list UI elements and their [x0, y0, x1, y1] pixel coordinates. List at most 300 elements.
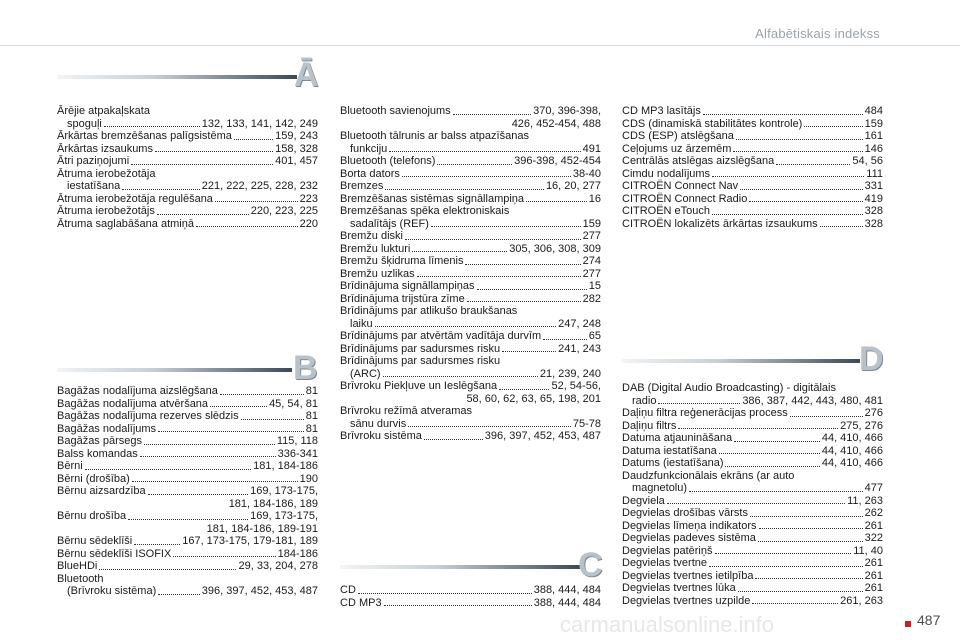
dot-leader	[241, 419, 304, 420]
entry-pages: 220	[299, 217, 318, 230]
entry-term: Bērni	[57, 460, 83, 472]
dot-leader	[405, 239, 581, 240]
dot-leader	[375, 326, 557, 327]
section-heading-a	[57, 56, 322, 94]
entry-pages: 396-398, 452-454	[514, 155, 601, 167]
entry-pages: 275, 276	[840, 419, 883, 432]
page-number: 487	[917, 612, 941, 628]
entry-pages: 396, 397, 452, 453, 487	[484, 430, 601, 442]
index-entry	[340, 430, 601, 443]
entry-term: Datuma atjaunināšana	[622, 432, 733, 444]
entry-pages: 81	[305, 385, 318, 397]
entry-pages: 16	[588, 192, 601, 205]
entry-pages: 305, 306, 308, 309	[509, 242, 601, 255]
dot-leader	[758, 541, 863, 542]
entry-pages: 331	[864, 180, 883, 192]
index-entry	[622, 595, 883, 608]
index-entry	[340, 105, 601, 118]
entry-pages: 388, 444, 484	[533, 596, 601, 609]
index-entry	[57, 535, 318, 548]
index-entry	[340, 293, 601, 306]
entry-term: laiku	[350, 317, 373, 330]
index-entry	[57, 560, 318, 573]
index-entry	[622, 105, 883, 118]
entry-term: BlueHDi	[57, 560, 98, 572]
dot-leader	[740, 189, 862, 190]
index-entry	[622, 205, 883, 218]
watermark: carmanualsonline.info	[560, 612, 775, 637]
entry-term: Bagāžas nodalījuma rezerves slēdzis	[57, 410, 239, 422]
index-entry	[340, 155, 601, 168]
dot-leader	[155, 151, 273, 152]
dot-leader	[220, 394, 304, 395]
entry-term: CD MP3	[340, 596, 382, 609]
dot-leader	[543, 339, 587, 340]
dot-leader	[358, 593, 532, 594]
entry-term: Degvielas tvertnes lūka	[622, 582, 736, 594]
entry-term: Bluetooth (telefons)	[340, 155, 436, 167]
index-entry	[57, 118, 318, 131]
entry-term: Daudzfunkcionālais ekrāns (ar auto	[622, 469, 795, 482]
index-entry	[340, 343, 601, 356]
index-entry	[340, 230, 601, 243]
entry-term: Bremžu lukturi	[340, 242, 411, 255]
dot-leader	[678, 428, 838, 429]
index-entry	[622, 180, 883, 193]
index-entry	[622, 520, 883, 533]
index-entry	[622, 532, 883, 545]
index-entry	[340, 243, 601, 256]
index-entry	[57, 448, 318, 461]
entry-term: Ārējie atpakaļskata	[57, 105, 150, 117]
index-entry	[57, 473, 318, 486]
entry-term: (ARC)	[350, 367, 381, 380]
entry-term: Bremzes	[340, 180, 384, 192]
entry-term: Degvielas patēriņš	[622, 544, 713, 557]
entry-pages: 274	[582, 255, 601, 267]
index-entry	[622, 395, 883, 408]
entry-term: CITROËN Connect Radio	[622, 192, 748, 205]
index-entry	[622, 495, 883, 508]
index-entry	[622, 193, 883, 206]
entry-pages: 81	[305, 422, 318, 435]
dot-leader	[752, 603, 838, 604]
entry-pages: 261	[864, 569, 883, 582]
dot-leader	[667, 503, 845, 504]
entry-term: Bērnu sēdeklīši ISOFIX	[57, 547, 172, 560]
entry-pages: 261	[864, 519, 883, 532]
entry-term: Bagāžas nodalījuma aizslēgšana	[57, 385, 218, 397]
entry-term: iestatīšana	[67, 180, 121, 192]
entry-pages: 167, 173-175, 179-181, 189	[182, 535, 318, 547]
dot-leader	[85, 469, 251, 470]
dot-leader	[173, 556, 275, 557]
dot-leader	[157, 214, 249, 215]
index-entry	[340, 143, 601, 156]
entry-term: (Brīvroku sistēma)	[67, 585, 157, 597]
index-entry	[622, 445, 883, 458]
entry-pages: 169, 173-175,	[250, 510, 318, 522]
index-entry	[57, 180, 318, 193]
entry-pages: 11, 40	[853, 544, 883, 557]
dot-leader	[790, 416, 863, 417]
dot-leader	[158, 431, 304, 432]
index-entry	[340, 168, 601, 181]
entry-term: CITROËN lokalizēts ārkārtas izsaukums	[622, 217, 818, 230]
entry-pages: 159, 243	[275, 130, 318, 142]
entry-term: sānu durvis	[350, 417, 407, 430]
index-entry	[622, 582, 883, 595]
entry-pages: 276	[864, 407, 883, 419]
dot-leader	[703, 114, 863, 115]
dot-leader	[131, 164, 273, 165]
section-letter: B	[293, 349, 318, 387]
dot-leader	[759, 528, 863, 529]
entry-pages: 221, 222, 225, 228, 232	[201, 180, 318, 192]
entry-term: Bērni (drošība)	[57, 472, 130, 485]
dot-leader	[158, 594, 200, 595]
entry-term: Bremzēšanas sistēmas signāllampiņa	[340, 192, 525, 205]
index-entry	[622, 507, 883, 520]
entry-pages-continued: 58, 60, 62, 63, 65, 198, 201	[466, 392, 601, 405]
dot-leader	[733, 151, 862, 152]
section-bar	[340, 565, 580, 569]
entry-pages: 262	[864, 507, 883, 519]
dot-leader	[144, 444, 275, 445]
entry-term: Brīdinājums par sadursmes risku	[340, 355, 501, 367]
entry-pages: 328	[864, 217, 883, 230]
entry-pages: 44, 410, 466	[821, 432, 883, 444]
entry-term: Ātruma ierobežotāja regulēšana	[57, 192, 213, 205]
entry-term: Ārkārtas izsaukums	[57, 142, 153, 155]
entry-term: Bluetooth savienojums	[340, 105, 451, 117]
entry-term: Ceļojums uz ārzemēm	[622, 142, 732, 155]
entry-term: Balss komandas	[57, 447, 138, 460]
entry-pages: 132, 133, 141, 142, 249	[201, 117, 318, 130]
index-entry	[622, 118, 883, 131]
dot-leader	[104, 126, 200, 127]
entry-term: Ātruma saglabāšana atmiņā	[57, 217, 194, 230]
entry-pages: 370, 396-398,	[533, 105, 601, 117]
entry-term: Brīvroku sistēma	[340, 430, 422, 442]
entry-pages: 282	[582, 292, 601, 305]
dot-leader	[384, 605, 532, 606]
index-entry	[340, 380, 601, 393]
entry-pages: 29, 33, 204, 278	[238, 560, 318, 572]
dot-leader	[725, 466, 819, 467]
entry-pages: 65	[588, 330, 601, 342]
index-entry	[57, 143, 318, 156]
entry-pages: 241, 243	[558, 342, 601, 355]
entry-term: Bremžu diski	[340, 230, 403, 242]
entry-pages: 146	[864, 142, 883, 155]
entry-pages: 81	[305, 410, 318, 422]
index-list-c-continued	[622, 105, 883, 230]
entry-pages: 111	[866, 167, 883, 180]
dot-leader	[408, 426, 571, 427]
dot-leader	[755, 578, 862, 579]
section-heading-b	[57, 349, 322, 387]
index-entry	[340, 418, 601, 431]
section-bar	[622, 359, 860, 363]
entry-term: Brīvroku režīmā atveramas	[340, 405, 473, 417]
dot-leader	[148, 494, 248, 495]
entry-term: Brīdinājuma signāllampiņas	[340, 280, 475, 292]
entry-pages: 45, 54, 81	[269, 397, 318, 410]
dot-leader	[437, 164, 512, 165]
entry-term: Cimdu nodalījums	[622, 167, 711, 180]
entry-term: Degvielas drošības vārsts	[622, 507, 748, 519]
index-entry	[622, 168, 883, 181]
entry-term: CD	[340, 584, 356, 596]
entry-pages: 261, 263	[840, 594, 883, 607]
dot-leader	[467, 301, 581, 302]
index-entry	[622, 143, 883, 156]
entry-term: sadalītājs (REF)	[350, 217, 429, 230]
dot-leader	[715, 553, 852, 554]
entry-term: Degvielas padeves sistēma	[622, 532, 756, 544]
entry-term: Ātruma ierobežotājs	[57, 205, 155, 217]
dot-leader	[412, 251, 507, 252]
entry-term: Brīdinājums par atlikušo braukšanas	[340, 305, 518, 317]
section-letter: D	[859, 340, 884, 378]
index-entry	[57, 193, 318, 206]
entry-term: Borta dators	[340, 167, 400, 180]
index-entry	[340, 318, 601, 331]
dot-leader	[804, 126, 862, 127]
section-heading-c	[340, 546, 605, 584]
entry-term: Centrālās atslēgas aizslēgšana	[622, 155, 775, 167]
section-letter: C	[578, 546, 603, 584]
entry-term: Brīdinājums par atvērtām vadītāja durvīm	[340, 330, 542, 342]
entry-pages: 44, 410, 466	[821, 444, 883, 457]
index-entry	[57, 585, 318, 598]
index-list-b-continued	[340, 105, 601, 443]
dot-leader	[738, 591, 863, 592]
index-entry	[57, 423, 318, 436]
entry-term: Brīvroku Piekļuve un Ieslēgšana	[340, 380, 498, 392]
index-entry	[57, 410, 318, 423]
index-entry	[57, 435, 318, 448]
dot-leader	[134, 544, 180, 545]
index-entry	[340, 255, 601, 268]
entry-term: DAB (Digital Audio Broadcasting) - digitālais	[622, 382, 836, 394]
entry-pages: 419	[864, 192, 883, 205]
entry-pages: 223	[299, 192, 318, 205]
dot-leader	[132, 481, 298, 482]
entry-pages: 181, 184-186	[253, 460, 318, 472]
index-entry	[622, 545, 883, 558]
index-entry	[57, 130, 318, 143]
entry-term: Degvielas līmeņa indikators	[622, 519, 757, 532]
index-entry	[340, 330, 601, 343]
entry-term: Datums (iestatīšana)	[622, 457, 724, 469]
dot-leader	[526, 201, 587, 202]
entry-pages: 328	[864, 205, 883, 217]
entry-term: radio	[632, 394, 657, 407]
entry-pages: 396, 397, 452, 453, 487	[201, 585, 318, 597]
dot-leader	[210, 406, 267, 407]
entry-pages: 277	[582, 230, 601, 242]
entry-term: Ārkārtas bremzēšanas palīgsistēma	[57, 130, 232, 142]
footer-red-marker	[905, 621, 911, 627]
entry-term: CD MP3 lasītājs	[622, 105, 701, 117]
index-entry	[340, 193, 601, 206]
section-bar	[57, 368, 292, 372]
entry-pages: 220, 223, 225	[250, 205, 318, 217]
dot-leader	[712, 176, 864, 177]
entry-term: magnetolu)	[632, 482, 688, 494]
entry-term: Ātruma ierobežotāja	[57, 167, 156, 180]
entry-term: funkciju	[350, 142, 388, 155]
entry-pages: 261	[864, 557, 883, 569]
header-divider	[0, 45, 960, 46]
entry-term: CDS (dinamiskā stabilitātes kontrole)	[622, 117, 803, 130]
entry-pages: 261	[864, 582, 883, 594]
dot-leader	[749, 201, 862, 202]
entry-term: Bluetooth	[57, 572, 104, 585]
index-list-a	[57, 105, 318, 230]
entry-pages: 159	[864, 117, 883, 130]
index-entry	[57, 155, 318, 168]
index-entry	[57, 385, 318, 398]
dot-leader	[719, 453, 820, 454]
entry-pages-continued: 181, 184-186, 189-191	[206, 522, 318, 535]
entry-pages: 52, 54-56,	[551, 380, 601, 392]
entry-pages: 159	[582, 217, 601, 230]
dot-leader	[734, 441, 820, 442]
dot-leader	[502, 351, 556, 352]
entry-term: Bremzēšanas spēka elektroniskais	[340, 205, 510, 217]
entry-pages: 247, 248	[558, 317, 601, 330]
entry-term: Bluetooth tālrunis ar balss atpazīšanas	[340, 130, 529, 142]
index-list-d	[622, 382, 883, 607]
dot-leader	[750, 516, 863, 517]
entry-term: Daļiņu filtrs	[622, 419, 677, 432]
dot-leader	[776, 164, 850, 165]
index-entry	[57, 460, 318, 473]
entry-pages: 277	[582, 267, 601, 280]
dot-leader	[465, 264, 580, 265]
entry-term: CDS (ESP) atslēgšana	[622, 130, 734, 142]
entry-term: Degvielas tvertnes ietilpība	[622, 569, 754, 582]
entry-pages: 115, 118	[276, 435, 318, 447]
index-entry	[57, 548, 318, 561]
index-entry	[340, 597, 601, 610]
entry-term: Degviela	[622, 494, 665, 507]
index-entry	[622, 482, 883, 495]
entry-pages: 190	[299, 472, 318, 485]
index-entry	[622, 130, 883, 143]
entry-term: Bērnu drošība	[57, 510, 127, 522]
entry-term: Degvielas tvertne	[622, 557, 707, 569]
index-entry	[57, 510, 318, 523]
entry-pages: 401, 457	[275, 155, 318, 167]
entry-pages: 15	[588, 280, 601, 292]
entry-term: Bērnu sēdeklīši	[57, 535, 133, 547]
dot-leader	[736, 139, 863, 140]
entry-pages: 11, 263	[847, 494, 883, 507]
dot-leader	[383, 376, 538, 377]
section-heading-d	[622, 340, 887, 378]
entry-pages: 16, 20, 277	[545, 180, 601, 192]
entry-term: Bagāžas nodalījuma atvēršana	[57, 397, 209, 410]
dot-leader	[709, 566, 863, 567]
index-entry	[622, 420, 883, 433]
dot-leader	[389, 151, 580, 152]
entry-term: Daļiņu filtra reģenerācijas process	[622, 407, 788, 419]
index-entry	[340, 368, 601, 381]
dot-leader	[424, 439, 483, 440]
dot-leader	[234, 139, 273, 140]
entry-term: spoguļi	[67, 117, 102, 130]
index-entry	[622, 570, 883, 583]
entry-pages: 322	[864, 532, 883, 544]
entry-term: CITROËN eTouch	[622, 205, 711, 217]
index-entry	[340, 584, 601, 597]
entry-pages: 44, 410, 466	[821, 457, 883, 469]
index-entry	[622, 218, 883, 231]
index-entry	[622, 457, 883, 470]
dot-leader	[712, 214, 863, 215]
page-header-title: Alfabētiskais indekss	[755, 26, 880, 41]
index-entry	[340, 180, 601, 193]
dot-leader	[820, 226, 863, 227]
index-entry	[340, 268, 601, 281]
dot-leader	[431, 226, 581, 227]
index-entry	[622, 432, 883, 445]
index-entry	[57, 218, 318, 231]
entry-term: Bremžu šķidruma līmenis	[340, 255, 464, 267]
entry-pages: 38-40	[572, 167, 601, 180]
entry-pages: 336-341	[277, 447, 318, 460]
entry-pages: 491	[582, 142, 601, 155]
entry-pages: 158, 328	[275, 142, 318, 155]
entry-term: Degvielas tvertnes uzpilde	[622, 594, 751, 607]
index-entry	[340, 280, 601, 293]
dot-leader	[122, 189, 200, 190]
dot-leader	[140, 456, 276, 457]
entry-pages: 21, 239, 240	[539, 367, 601, 380]
entry-term: Ātri paziņojumi	[57, 155, 130, 167]
index-entry	[622, 155, 883, 168]
index-entry	[622, 407, 883, 420]
entry-term: Bremžu uzlikas	[340, 267, 415, 280]
index-list-b	[57, 385, 318, 598]
dot-leader	[658, 403, 740, 404]
dot-leader	[402, 176, 571, 177]
dot-leader	[196, 226, 298, 227]
index-entry	[57, 205, 318, 218]
entry-pages: 388, 444, 484	[533, 584, 601, 596]
entry-pages-continued: 181, 184-186, 189	[228, 497, 318, 510]
section-letter: Ā	[294, 56, 319, 94]
dot-leader	[499, 389, 549, 390]
entry-term: Bagāžas pārsegs	[57, 435, 142, 447]
entry-term: Datuma iestatīšana	[622, 444, 717, 457]
entry-pages: 169, 173-175,	[250, 485, 318, 497]
entry-term: CITROËN Connect Nav	[622, 180, 739, 192]
index-list-c	[340, 584, 601, 609]
entry-pages: 54, 56	[852, 155, 883, 167]
dot-leader	[215, 201, 298, 202]
entry-pages: 184-186	[277, 547, 318, 560]
index-entry	[340, 218, 601, 231]
dot-leader	[128, 519, 248, 520]
entry-pages: 75-78	[572, 417, 601, 430]
dot-leader	[453, 114, 531, 115]
section-bar	[57, 75, 297, 79]
